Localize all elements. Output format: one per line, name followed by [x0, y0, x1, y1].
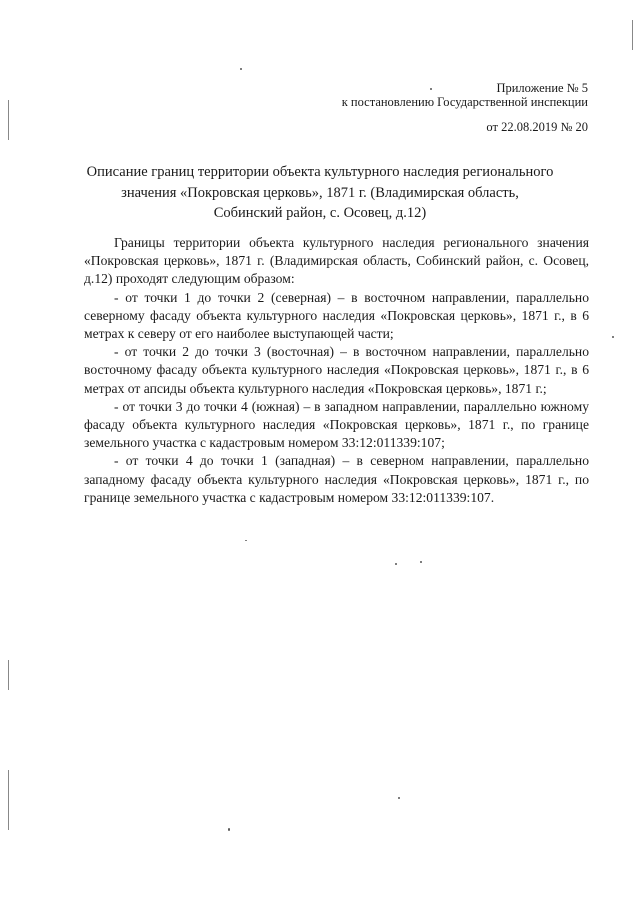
title-line-3: Собинский район, с. Осовец, д.12): [213, 205, 427, 221]
appendix-reference: к постановлению Государственной инспекции: [341, 95, 588, 109]
appendix-date: от 22.08.2019 № 20: [486, 120, 588, 134]
scan-edge-mark: [8, 100, 9, 140]
scan-speck: [612, 336, 614, 338]
appendix-number: Приложение № 5: [496, 81, 588, 95]
scan-edge-mark: [8, 770, 9, 830]
scan-speck: [228, 828, 230, 831]
body-intro-paragraph: Границы территории объекта культурного наследия регионального значения «Покровская церковь», 1871 г. (Владимирская область, Собинский район, с. Осовец, д.12) проходят следующим образом:: [84, 235, 589, 287]
document-title: [70, 162, 570, 224]
scan-edge-mark: [632, 20, 633, 50]
title-line-1: Описание границ территории объекта культурного наследия регионального: [86, 164, 554, 180]
title-line-2: значения «Покровская церковь», 1871 г. (Владимирская область,: [121, 184, 519, 201]
scan-speck: [240, 68, 242, 70]
boundary-segment-north: - от точки 1 до точки 2 (северная) – в восточном направлении, параллельно северному фасаду объекта культурного наследия «Покровская церковь», 1871 г., в 6 метрах к северу от его наиболее выступающей части;: [84, 289, 589, 342]
scan-speck: [420, 561, 422, 563]
scan-speck: [245, 540, 247, 541]
scan-edge-mark: [8, 660, 9, 690]
boundary-segment-east: - от точки 2 до точки 3 (восточная) – в восточном направлении, параллельно восточному фасаду объекта культурного наследия «Покровская церковь», 1871 г., в 6 метрах от апсиды объекта культурного наследия «Покровская церковь», 1871 г.;: [84, 344, 589, 396]
scan-speck: [395, 563, 397, 565]
boundary-segment-west: - от точки 4 до точки 1 (западная) – в северном направлении, параллельно западному фасаду объекта культурного наследия «Покровская церковь», 1871 г., по границе земельного участка с кадастровым номером 33:12:011339:107.: [84, 453, 589, 505]
boundary-segment-south: - от точки 3 до точки 4 (южная) – в западном направлении, параллельно южному фасаду объекта культурного наследия «Покровская церковь», 1871 г., по границе земельного участка с кадастровым номером 33:12:011339:107;: [84, 398, 589, 451]
scan-speck: [398, 797, 400, 799]
document-body: [84, 234, 589, 507]
scan-speck: [430, 88, 432, 90]
